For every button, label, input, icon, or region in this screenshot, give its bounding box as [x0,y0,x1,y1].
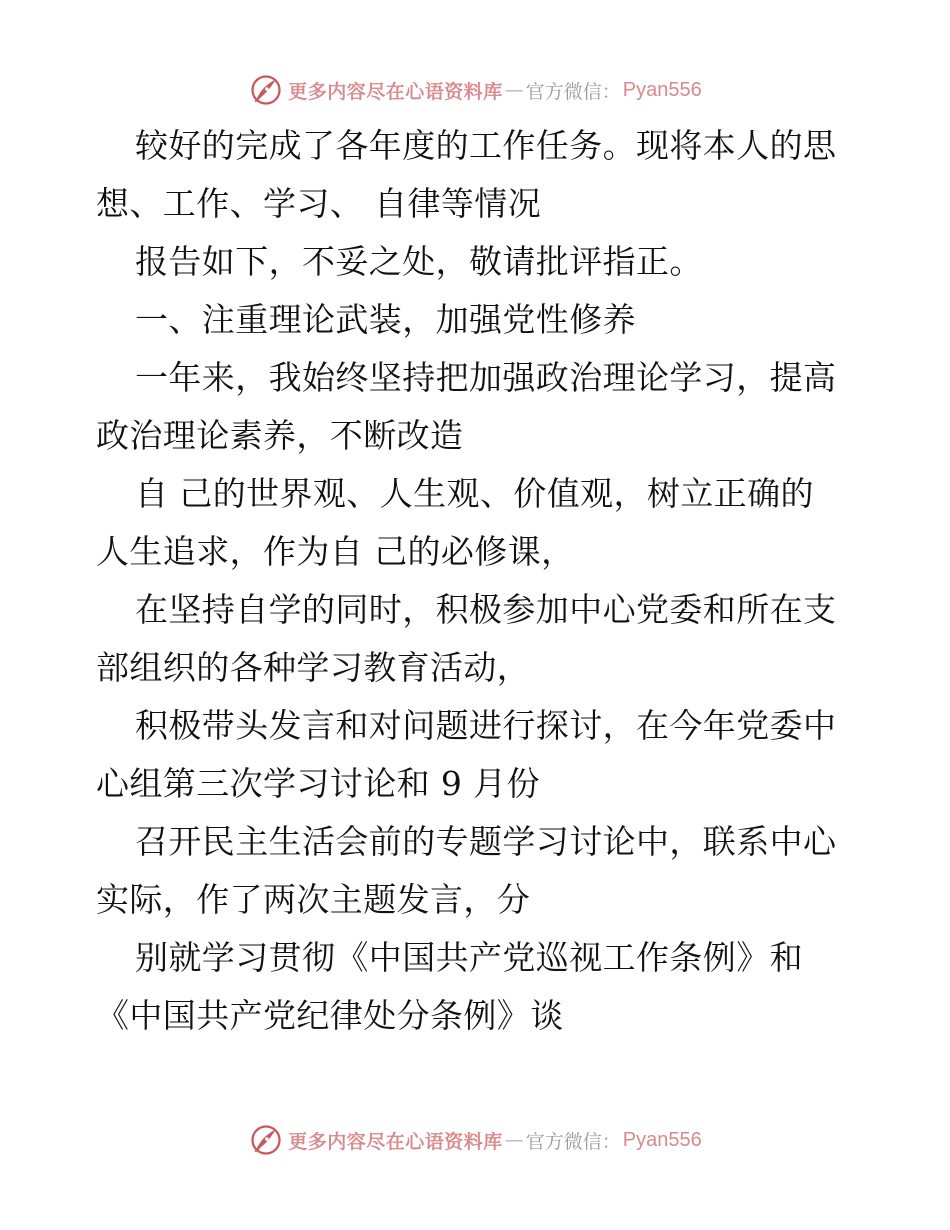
separator-dash: — [504,1129,524,1151]
document-body [96,117,866,1045]
wechat-label: 官方微信： [525,80,621,103]
wechat-id: Pyan556 [622,1128,702,1151]
text-line: 自 己的世界观、人生观、价值观，树立正确的 [135,474,814,513]
text-line: 《中国共产党纪律处分条例》谈 [96,996,564,1035]
text-line: 实际，作了两次主题发言，分 [96,880,531,919]
text-line: 部组织的各种学习教育活动， [96,648,531,687]
separator-dash: — [504,79,524,101]
text-line: 召开民主生活会前的专题学习讨论中，联系中心 [135,822,837,861]
brand-name: 更多内容尽在心语资料库 [288,1130,503,1153]
text-line: 较好的完成了各年度的工作任务。现将本人的思 [135,126,837,165]
section-heading: 一、注重理论武装，加强党性修养 [135,300,636,339]
text-line: 别就学习贯彻《中国共产党巡视工作条例》和 [135,938,803,977]
wechat-id: Pyan556 [622,78,702,101]
text-line: 政治理论素养，不断改造 [96,416,464,455]
text-line: 人生追求，作为自 己的必修课， [96,532,575,571]
footer-watermark [0,1120,950,1160]
wechat-label: 官方微信： [525,1130,621,1153]
text-line: 想、工作、学习、 自律等情况 [96,184,542,223]
text-line: 心组第三次学习讨论和 9 月份 [96,764,540,803]
brand-name: 更多内容尽在心语资料库 [288,80,503,103]
text-line: 积极带头发言和对问题进行探讨，在今年党委中 [135,706,837,745]
header-watermark [0,70,950,110]
text-line: 在坚持自学的同时，积极参加中心党委和所在支 [135,590,837,629]
text-line: 一年来，我始终坚持把加强政治理论学习，提高 [135,358,837,397]
pen-nib-logo-icon [248,72,284,108]
pen-nib-logo-icon [248,1122,284,1158]
text-line: 报告如下，不妥之处，敬请批评指正。 [135,242,703,281]
